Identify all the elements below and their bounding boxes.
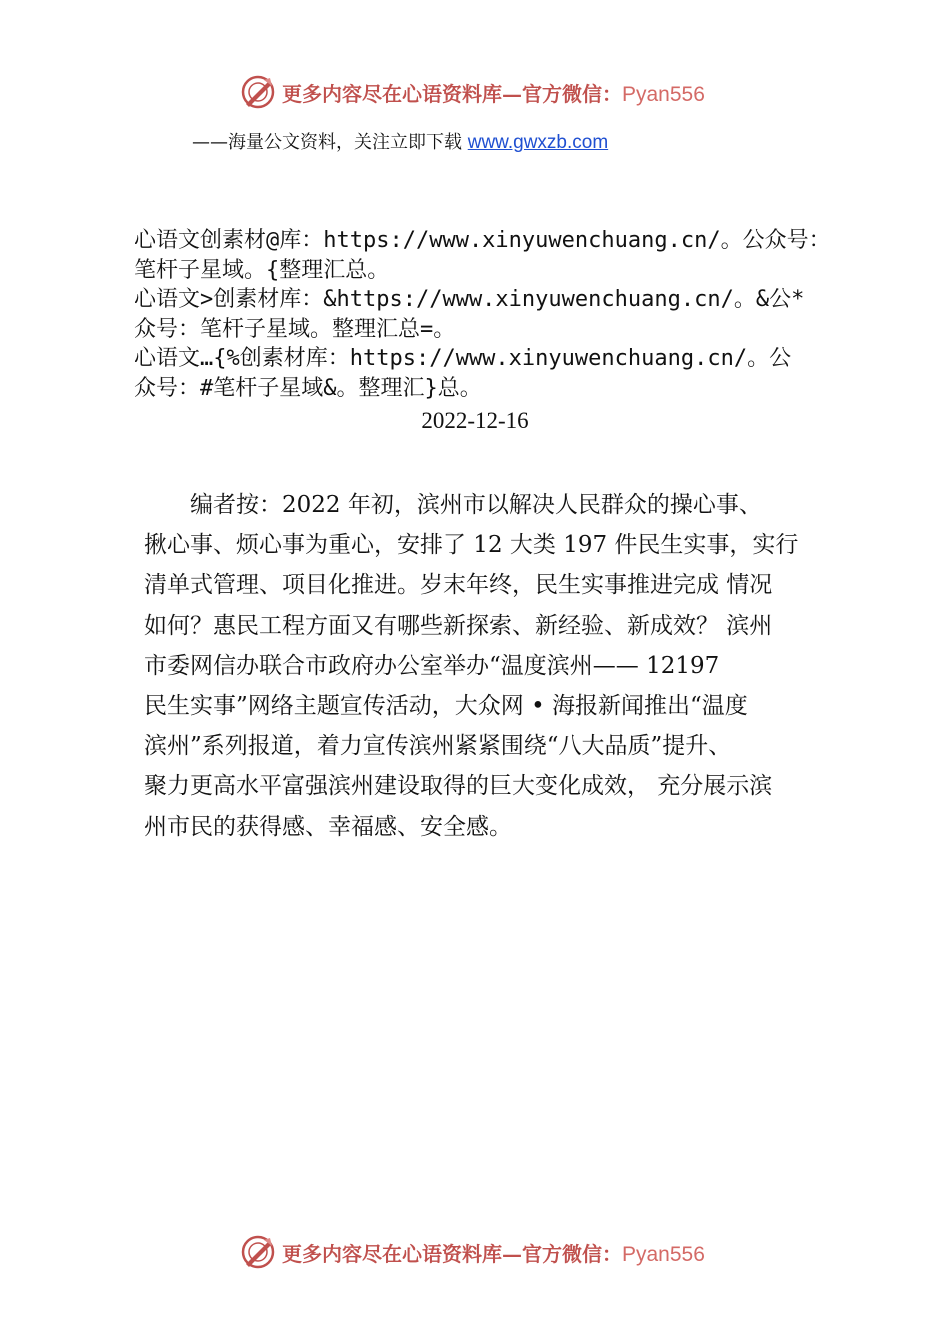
document-date: 2022-12-16 (421, 408, 529, 433)
article-line: 州市民的获得感、幸福感、安全感。 (144, 813, 512, 840)
header-banner (240, 72, 760, 112)
article-line: 如何？惠民工程方面又有哪些新探索、新经验、新成效？ 滨州 (144, 612, 773, 639)
source-notice-line: 心语文创素材@库：https://www.xinyuwenchuang.cn/。公众号： (134, 228, 831, 253)
article-line: 滨州”系列报道，着力宣传滨州紧紧围绕“八大品质”提升、 (144, 733, 732, 760)
article-line: 聚力更高水平富强滨州建设取得的巨大变化成效， 充分展示滨 (144, 773, 773, 800)
banner-wechat-id: Pyan556 (622, 82, 705, 106)
article-line: 民生实事”网络主题宣传活动，大众网 • 海报新闻推出“温度 (144, 693, 748, 720)
pen-logo-icon (240, 74, 276, 110)
source-notice-block (134, 226, 854, 404)
source-notice-line: 众号：#笔杆子星域&。整理汇}总。 (134, 375, 482, 401)
source-notice-line: 心语文>创素材库：&https://www.xinyuwenchuang.cn/。&公* (134, 287, 805, 313)
editor-note (144, 485, 844, 847)
banner-wechat-id: Pyan556 (622, 1242, 705, 1266)
download-notice (192, 128, 608, 154)
download-notice-text: ——海量公文资料，关注立即下载 (192, 132, 468, 153)
article-line: 揪心事、烦心事为重心，安排了 12 大类 197 件民生实事，实行 (144, 532, 799, 559)
article-line: 清单式管理、项目化推进。岁末年终，民生实事推进完成 情况 (144, 572, 773, 599)
download-link[interactable]: www.gwxzb.com (467, 132, 609, 153)
footer-banner (240, 1232, 760, 1272)
source-notice-line: 心语文…{%创素材库：https://www.xinyuwenchuang.cn/。公 (134, 346, 792, 372)
article-line: 编者按：2022 年初，滨州市以解决人民群众的操心事、 (144, 492, 762, 518)
source-notice-line: 众号：笔杆子星域。整理汇总=。 (134, 316, 456, 342)
pen-logo-icon (240, 1234, 276, 1270)
source-notice-line: 笔杆子星域。{整理汇总。 (134, 257, 390, 283)
banner-text: 更多内容尽在心语资料库—官方微信：Pyan556 (282, 81, 705, 106)
article-line: 市委网信办联合市政府办公室举办“温度滨州—— 12197 (144, 652, 720, 679)
banner-text: 更多内容尽在心语资料库—官方微信：Pyan556 (282, 1241, 705, 1266)
